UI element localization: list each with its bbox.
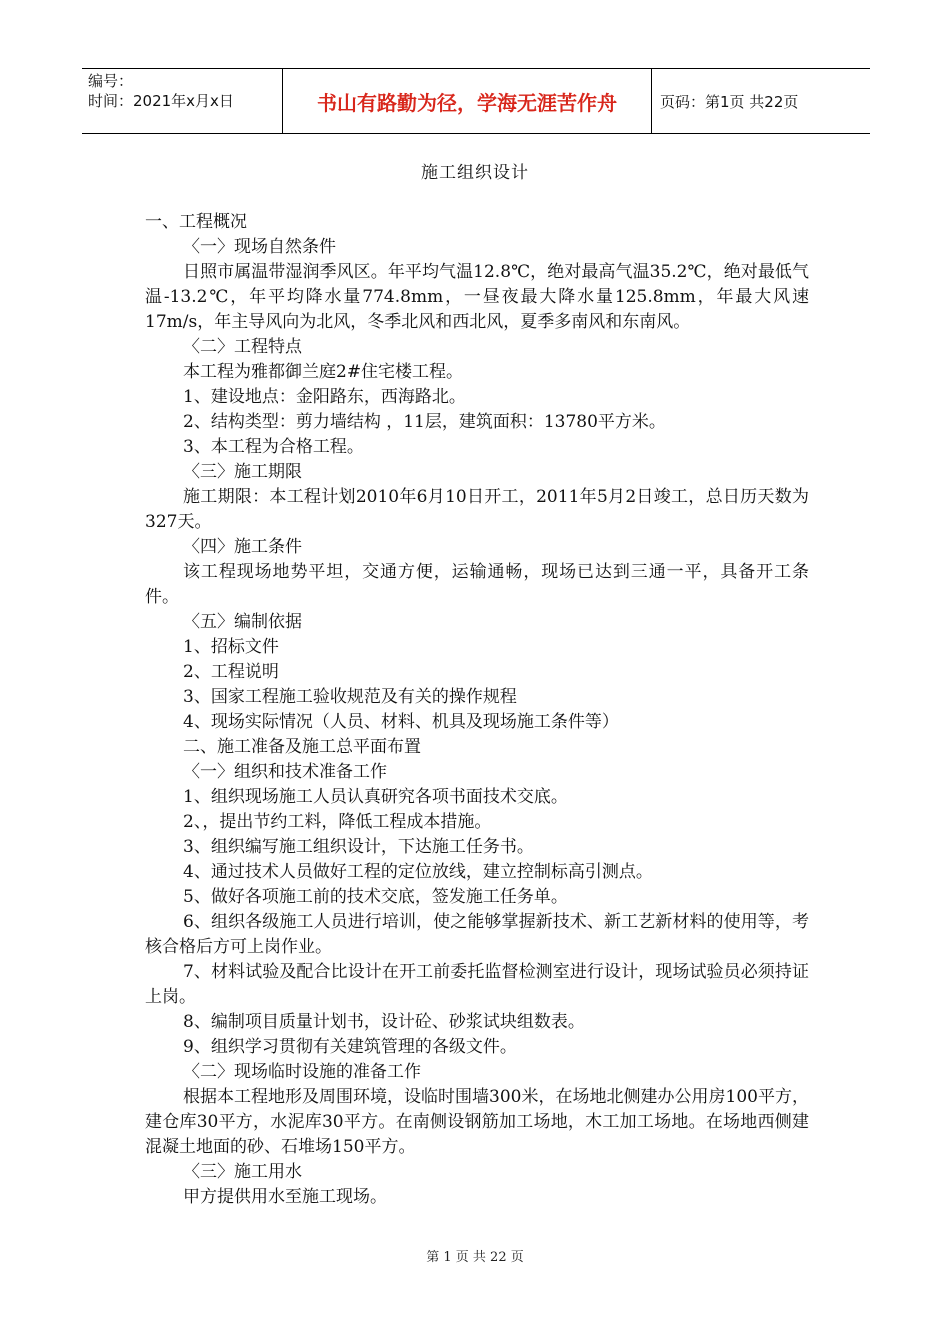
body-paragraph: 3、本工程为合格工程。: [183, 437, 364, 457]
body-paragraph: 9、组织学习贯彻有关建筑管理的各级文件。: [183, 1037, 517, 1057]
body-paragraph: 根据本工程地形及周围环境，设临时围墙300米，在场地北侧建办公用房100平方，建仓库30平方，水泥库30平方。在南侧设钢筋加工场地，木工加工场地。在场地西侧建混凝土地面的砂、石堆场150平方。: [145, 1087, 809, 1157]
body-paragraph: 〈一〉组织和技术准备工作: [183, 762, 387, 782]
document-title: 施工组织设计: [421, 163, 529, 183]
body-paragraph: 本工程为雅都御兰庭2#住宅楼工程。: [183, 362, 464, 382]
body-paragraph: 4、通过技术人员做好工程的定位放线，建立控制标高引测点。: [183, 862, 653, 882]
body-paragraph: 7、材料试验及配合比设计在开工前委托监督检测室进行设计，现场试验员必须持证上岗。: [145, 962, 809, 1007]
body-paragraph: 〈二〉现场临时设施的准备工作: [183, 1062, 421, 1082]
body-paragraph: 4、现场实际情况（人员、材料、机具及现场施工条件等）: [183, 712, 619, 732]
body-paragraph: 〈四〉施工条件: [183, 537, 302, 557]
body-paragraph: 6、组织各级施工人员进行培训，使之能够掌握新技术、新工艺新材料的使用等，考核合格后方可上岗作业。: [145, 912, 809, 957]
page-header: [82, 68, 870, 134]
body-paragraph: 日照市属温带湿润季风区。年平均气温12.8℃，绝对最高气温35.2℃，绝对最低气温-13.2℃，年平均降水量774.8mm，一昼夜最大降水量125.8mm，年最大风速17m/s，年主导风向为北风，冬季北风和西北风，夏季多南风和东南风。: [145, 262, 809, 332]
body-paragraph: 5、做好各项施工前的技术交底，签发施工任务单。: [183, 887, 568, 907]
document-date-label: 时间：2021年x月x日: [88, 92, 234, 110]
document-body: [145, 210, 809, 1210]
body-paragraph: 〈三〉施工期限: [183, 462, 302, 482]
body-paragraph: 〈三〉施工用水: [183, 1162, 302, 1182]
header-meta: [82, 69, 282, 133]
body-paragraph: 〈二〉工程特点: [183, 337, 302, 357]
header-page-label: 页码：第1页 共22页: [660, 92, 799, 111]
body-paragraph: 3、国家工程施工验收规范及有关的操作规程: [183, 687, 517, 707]
body-paragraph: 该工程现场地势平坦，交通方便，运输通畅，现场已达到三通一平，具备开工条件。: [145, 562, 809, 607]
body-paragraph: 〈一〉现场自然条件: [183, 237, 336, 257]
body-paragraph: 2、结构类型：剪力墙结构 ，11层，建筑面积：13780平方米。: [183, 412, 666, 432]
body-paragraph: 8、编制项目质量计划书，设计砼、砂浆试块组数表。: [183, 1012, 585, 1032]
body-paragraph: 一、工程概况: [145, 212, 247, 232]
body-paragraph: 2、，提出节约工料，降低工程成本措施。: [183, 812, 492, 832]
body-paragraph: 甲方提供用水至施工现场。: [183, 1187, 387, 1207]
body-paragraph: 1、建设地点：金阳路东，西海路北。: [183, 387, 466, 407]
body-paragraph: 〈五〉编制依据: [183, 612, 302, 632]
body-paragraph: 2、工程说明: [183, 662, 279, 682]
header-motto: 书山有路勤为径，学海无涯苦作舟: [282, 69, 652, 133]
body-paragraph: 3、组织编写施工组织设计，下达施工任务书。: [183, 837, 534, 857]
body-paragraph: 施工期限：本工程计划2010年6月10日开工，2011年5月2日竣工，总日历天数为327天。: [145, 487, 809, 532]
body-paragraph: 1、招标文件: [183, 637, 279, 657]
document-number-label: 编号：: [88, 72, 134, 90]
body-paragraph: 1、组织现场施工人员认真研究各项书面技术交底。: [183, 787, 568, 807]
page-footer: 第 1 页 共 22 页: [426, 1250, 524, 1265]
body-paragraph: 二、施工准备及施工总平面布置: [183, 737, 421, 757]
